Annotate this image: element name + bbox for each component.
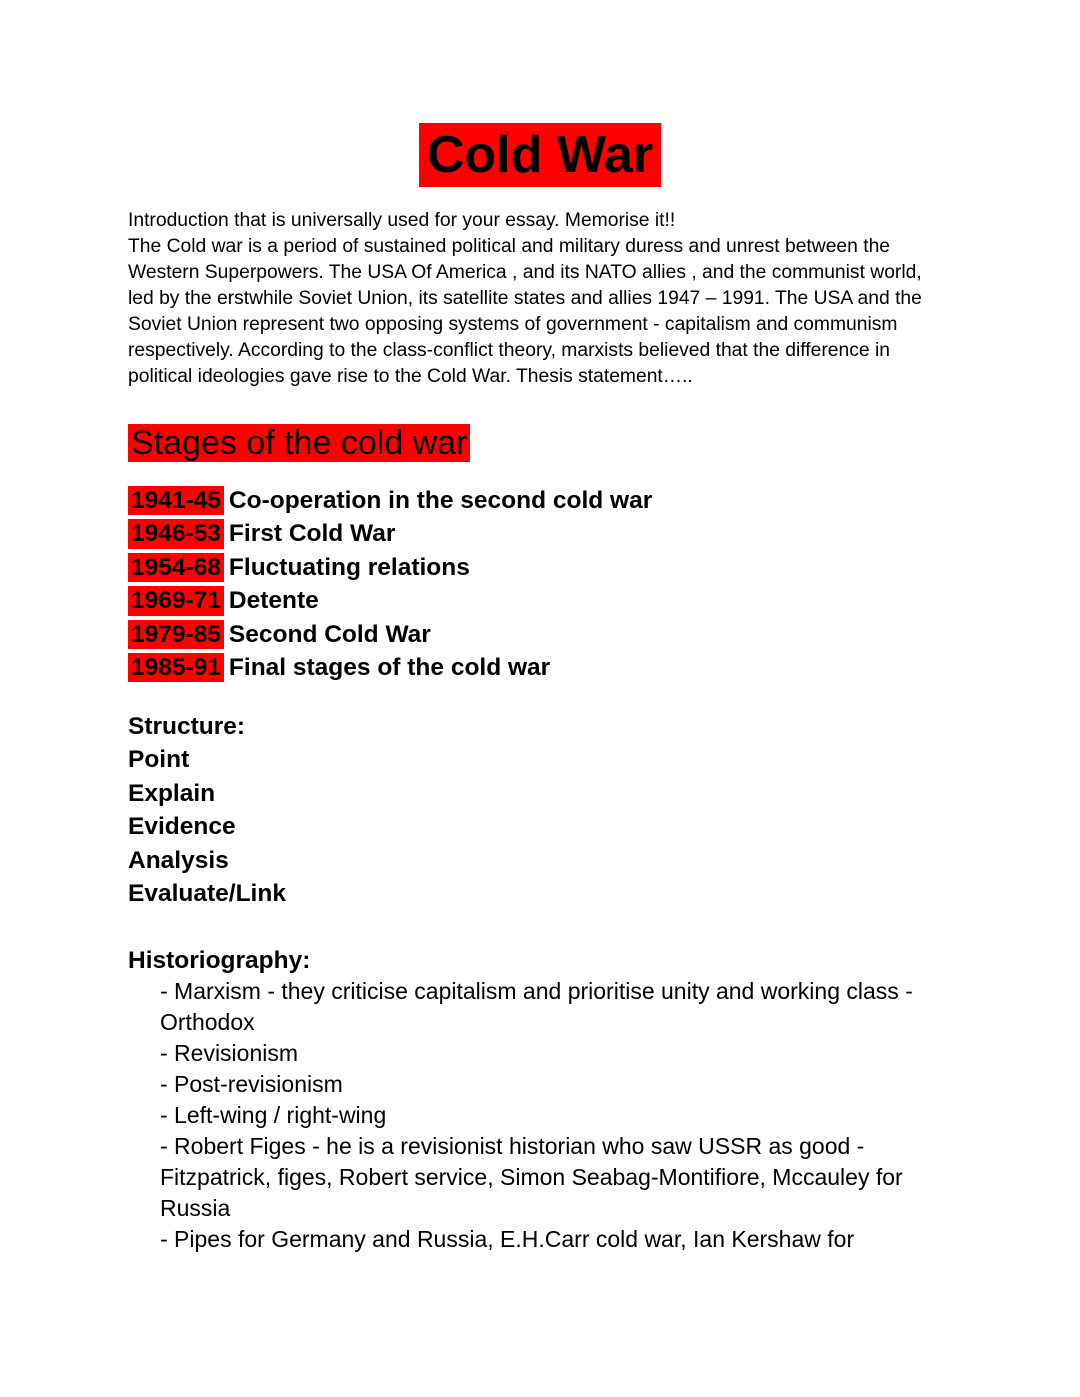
stage-row — [128, 551, 652, 584]
stage-year-highlight: 1979-85 — [128, 620, 224, 649]
stage-label: Detente — [228, 587, 319, 615]
structure-item: Evidence — [128, 813, 236, 841]
stage-year-highlight: 1954-68 — [128, 553, 224, 582]
stage-row — [128, 484, 652, 517]
structure-heading: Structure: — [128, 713, 246, 740]
structure-section — [128, 710, 286, 910]
stage-label: First Cold War — [228, 520, 396, 548]
document-title-row — [0, 123, 1080, 187]
intro-paragraph: The Cold war is a period of sustained political and military duress and unrest between the Western Superpowers. The USA Of America , and its NATO allies , and the communist world, led by the erstwhile Soviet Union, its satellite states and allies 1947 – 1991. The USA and the Soviet Union represent two opposing systems of government - capitalism and communism respectively. According to the class-conflict theory, marxists believed that the difference in political ideologies gave rise to the Cold War. Thesis statement….. — [128, 236, 922, 387]
intro-section — [128, 208, 948, 390]
structure-item: Evaluate/Link — [128, 880, 286, 908]
structure-item: Analysis — [128, 846, 229, 874]
historiography-heading: Historiography: — [128, 947, 311, 974]
stages-heading-text: Stages of the cold war — [128, 424, 470, 462]
stages-heading — [128, 424, 470, 462]
intro-note: Introduction that is universally used for your essay. Memorise it!! — [128, 210, 676, 231]
historiography-item: - Left-wing / right-wing — [160, 1102, 387, 1128]
stage-label: Co-operation in the second cold war — [228, 487, 653, 514]
stage-label: Second Cold War — [228, 620, 431, 648]
historiography-list — [160, 976, 946, 1255]
stage-row — [128, 651, 652, 684]
structure-item: Explain — [128, 779, 216, 807]
historiography-item: - Pipes for Germany and Russia, E.H.Carr cold war, Ian Kershaw for — [160, 1226, 855, 1252]
stage-year-highlight: 1985-91 — [128, 653, 224, 682]
document-title: Cold War — [419, 123, 661, 187]
stage-label: Fluctuating relations — [228, 553, 470, 581]
stage-row — [128, 584, 652, 617]
stage-year-highlight: 1969-71 — [128, 586, 224, 615]
historiography-item: - Revisionism — [160, 1040, 299, 1066]
stages-list — [128, 484, 652, 684]
stage-row — [128, 618, 652, 651]
stage-year-highlight: 1941-45 — [128, 486, 224, 515]
historiography-item: - Post-revisionism — [160, 1071, 343, 1097]
historiography-item: - Robert Figes - he is a revisionist historian who saw USSR as good - Fitzpatrick, figes, Robert service, Simon Seabag-Montifiore, Mccauley for Russia — [160, 1133, 903, 1221]
stage-year-highlight: 1946-53 — [128, 519, 224, 548]
historiography-item: - Marxism - they criticise capitalism and prioritise unity and working class - Orthodox — [160, 978, 913, 1035]
stage-row — [128, 517, 652, 550]
stage-label: Final stages of the cold war — [228, 654, 551, 682]
structure-item: Point — [128, 746, 190, 774]
